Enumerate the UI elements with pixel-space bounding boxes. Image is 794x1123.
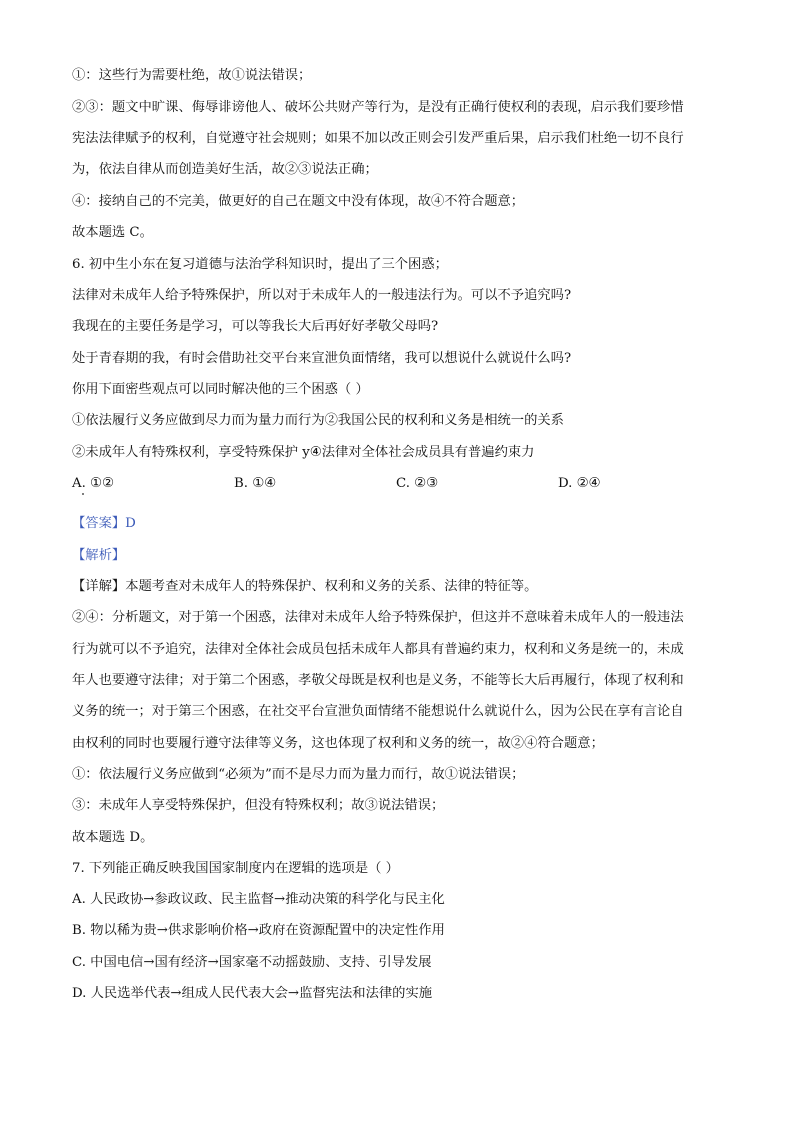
- option-d: D. 人民选举代表→组成人民代表大会→监督宪法和法律的实施: [72, 986, 433, 1001]
- text-line: 行为就可以不予追究，法律对全体社会成员包括未成年人都具有普遍约束力，权利和义务是统一的，未成: [72, 642, 684, 657]
- detail-label: 【详解】: [72, 579, 126, 594]
- text-line: 故本题选 D。: [72, 830, 154, 845]
- text-line: ①依法履行义务应做到尽力而为量力而行为②我国公民的权利和义务是相统一的关系: [72, 413, 564, 428]
- text-line: ④：接纳自己的不完美，做更好的自己在题文中没有体现，故④不符合题意；: [72, 194, 525, 209]
- text-line: 年人也要遵守法律；对于第二个困惑，孝敬父母既是权利也是义务，不能等长大后再履行，体现了权利和: [72, 673, 684, 688]
- text-line: 处于青春期的我，有时会借助社交平台来宣泄负面情绪，我可以想说什么就说什么吗?: [72, 351, 572, 366]
- option-a: A. ①②: [72, 476, 114, 491]
- text-line: ②③：题文中旷课、侮辱诽谤他人、破坏公共财产等行为，是没有正确行使权利的表现，启示我们要珍惜: [72, 100, 684, 115]
- text-line: 宪法法律赋予的权利，自觉遵守社会规则；如果不加以改正则会引发严重后果，启示我们杜绝一切不良行: [72, 131, 684, 146]
- text-line: ①：这些行为需要杜绝，故①说法错误；: [72, 68, 312, 83]
- option-c: C. 中国电信→国有经济→国家毫不动摇鼓励、支持、引导发展: [72, 955, 432, 970]
- analysis-line: [72, 546, 732, 566]
- text-line: 义务的统一；对于第三个困惑，在社交平台宣泄负面情绪不能想说什么就说什么，因为公民在享有言论自: [72, 704, 684, 719]
- text-line: ②未成年人有特殊权利，享受特殊保护 y④法律对全体社会成员具有普遍约束力: [72, 445, 535, 460]
- question-7-stem: 7. 下列能正确反映我国国家制度内在逻辑的选项是（ ）: [72, 861, 399, 876]
- detail-text: 本题考查对未成年人的特殊保护、权利和义务的关系、法律的特征等。: [125, 579, 538, 594]
- text-line: ③：未成年人享受特殊保护，但没有特殊权利；故③说法错误；: [72, 798, 445, 813]
- text-line: 由权利的同时也要履行遵守法律等义务，这也体现了权利和义务的统一，故②④符合题意；: [72, 736, 604, 751]
- option-b: B. 物以稀为贵→供求影响价格→政府在资源配置中的决定性作用: [72, 923, 445, 938]
- option-c: C. ②③: [396, 476, 438, 491]
- text-line: 故本题选 C。: [72, 225, 153, 240]
- option-b: B. ①④: [234, 476, 277, 491]
- text-line: ①：依法履行义务应做到“必须为”而不是尽力而为量力而行，故①说法错误；: [72, 767, 525, 782]
- option-d: D. ②④: [558, 476, 601, 491]
- analysis-label: 【解析】: [72, 548, 126, 563]
- stray-dot: [82, 493, 84, 495]
- text-line: 为，依法自律从而创造美好生活，故②③说法正确；: [72, 162, 378, 177]
- answer-line: [72, 514, 732, 534]
- text-line: 我现在的主要任务是学习，可以等我长大后再好好孝敬父母吗?: [72, 319, 439, 334]
- question-6-stem: 6. 初中生小东在复习道德与法治学科知识时，提出了三个困惑；: [72, 257, 448, 272]
- answer-label: 【答案】D: [72, 516, 136, 531]
- text-line: 法律对未成年人给予特殊保护，所以对于未成年人的一般违法行为。可以不予追究吗?: [72, 288, 572, 303]
- option-a: A. 人民政协→参政议政、民主监督→推动决策的科学化与民主化: [72, 892, 445, 907]
- detail-line: [72, 577, 732, 597]
- text-line: 你用下面密些观点可以同时解决他的三个困惑（ ）: [72, 382, 369, 397]
- text-line: ②④：分析题文，对于第一个困惑，法律对未成年人给予特殊保护，但这并不意味着未成年人的一般违法: [72, 610, 684, 625]
